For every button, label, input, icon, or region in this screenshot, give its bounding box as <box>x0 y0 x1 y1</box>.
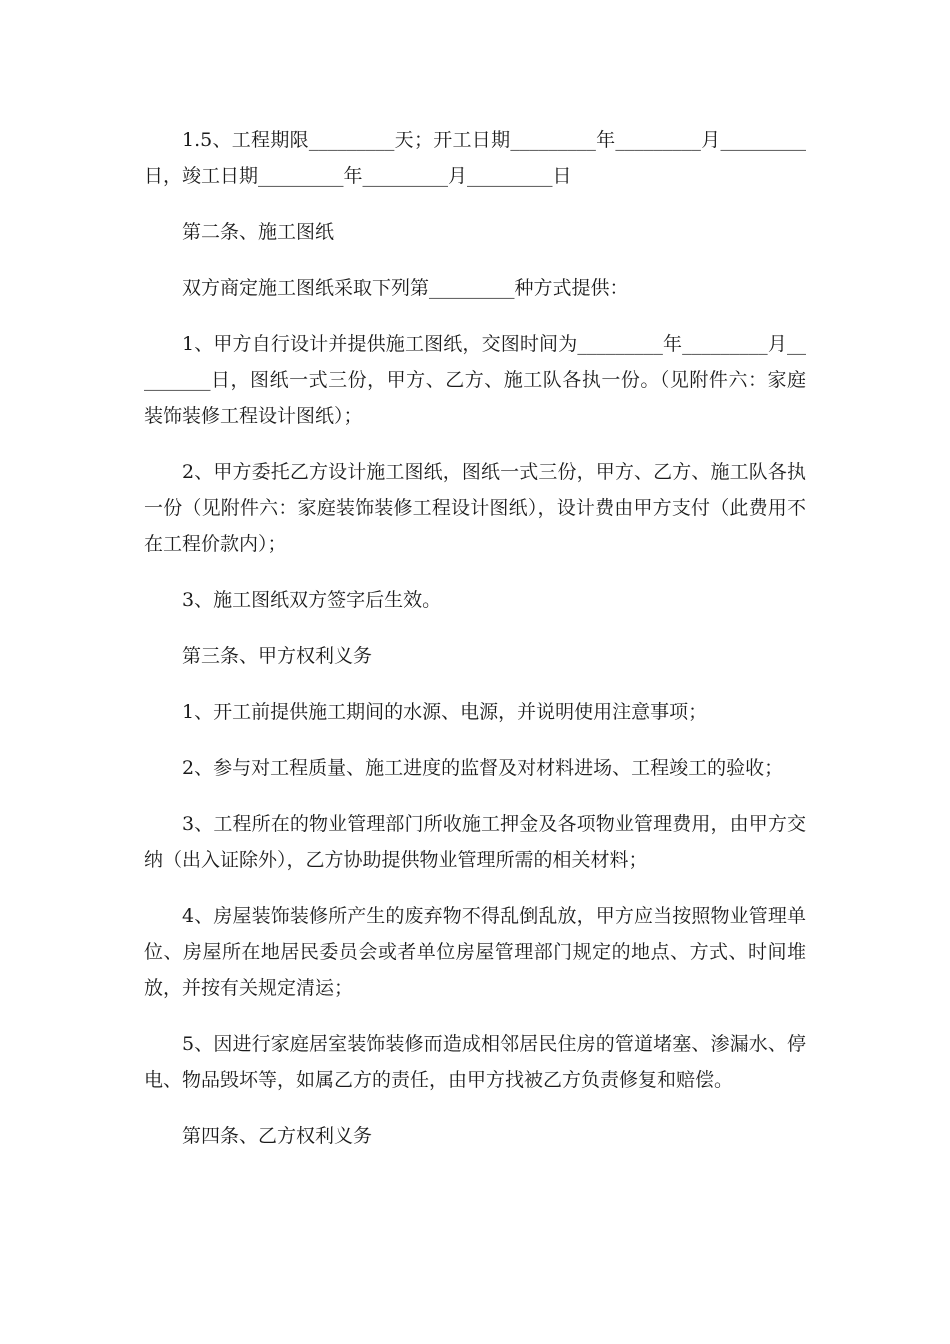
article-2-intro: 双方商定施工图纸采取下列第_________种方式提供： <box>182 277 629 299</box>
article-3-heading: 第三条、甲方权利义务 <box>182 645 373 667</box>
article-3-item-3: 3、工程所在的物业管理部门所收施工押金及各项物业管理费用，由甲方交纳（出入证除外），乙方协助提供物业管理所需的相关材料； <box>144 813 806 871</box>
article-3-item-5: 5、因进行家庭居室装饰装修而造成相邻居民住房的管道堵塞、渗漏水、停电、物品毁坏等，如属乙方的责任，由甲方找被乙方负责修复和赔偿。 <box>144 1033 806 1091</box>
article-4-heading: 第四条、乙方权利义务 <box>182 1125 373 1147</box>
article-2-item-1: 1、甲方自行设计并提供施工图纸，交图时间为_________年_________月_________日，图纸一式三份，甲方、乙方、施工队各执一份。（见附件六：家庭装饰装修工程设计图纸）； <box>144 333 806 427</box>
article-3-item-1: 1、开工前提供施工期间的水源、电源，并说明使用注意事项； <box>182 701 708 723</box>
article-2-item-3: 3、施工图纸双方签字后生效。 <box>182 589 442 611</box>
clause-1-5-schedule: 1.5、工程期限_________天；开工日期_________年_________月_________日，竣工日期_________年_________月_________日 <box>144 129 806 187</box>
article-2-heading: 第二条、施工图纸 <box>182 221 335 243</box>
article-3-item-2: 2、参与对工程质量、施工进度的监督及对材料进场、工程竣工的验收； <box>182 757 784 779</box>
article-3-item-4: 4、房屋装饰装修所产生的废弃物不得乱倒乱放，甲方应当按照物业管理单位、房屋所在地居民委员会或者单位房屋管理部门规定的地点、方式、时间堆放，并按有关规定清运； <box>144 905 806 999</box>
document-body <box>144 122 806 1174</box>
article-2-item-2: 2、甲方委托乙方设计施工图纸，图纸一式三份，甲方、乙方、施工队各执一份（见附件六：家庭装饰装修工程设计图纸），设计费由甲方支付（此费用不在工程价款内）； <box>144 461 806 555</box>
